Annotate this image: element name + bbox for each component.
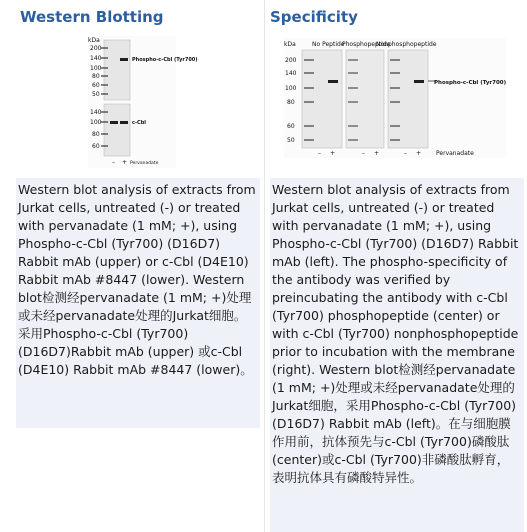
marker-60: 60 — [287, 123, 295, 130]
ccbl-band-plus — [120, 121, 128, 124]
marker-100: 100 — [285, 85, 297, 92]
marker-100: 100 — [90, 65, 102, 72]
western-blot-figure — [88, 36, 198, 168]
marker-60: 60 — [92, 143, 100, 150]
marker-60: 60 — [92, 82, 100, 89]
specificity-caption: Western blot analysis of extracts from Jurkat cells, untreated (-) or treated with pervanadate (1 mM; +), using Phospho-c-Cbl (Tyr700) (D16D7) Rabbit mAb (left). The phospho-specificity of the antibody was verified by preincubating the antibody with c-Cbl (Tyr700) phosphopeptide (center) or with c-Cbl (Tyr700) nonphosphopeptide prior to incubation with the membrane (right). Western blot检测经pervanadate (1 mM; +)处理或未经pervanadate处理的Jurkat细胞，采用Phospho-c-Cbl (Tyr700) (D16D7) Rabbit mAb (left)。在与细胞膜作用前，抗体预先与c-Cbl (Tyr700)磷酸肽(center)或c-Cbl (Tyr700)非磷酸肽孵育，表明抗体具有磷酸特异性。 — [270, 178, 524, 532]
treatment-label: Pervanadate — [130, 161, 159, 166]
marker-200: 200 — [285, 57, 297, 64]
upper-band-label: Phospho-c-Cbl (Tyr700) — [132, 57, 198, 63]
lane-minus: – — [318, 150, 321, 157]
marker-100: 100 — [90, 119, 102, 126]
marker-80: 80 — [287, 99, 295, 106]
marker-50: 50 — [287, 137, 295, 144]
lane-minus: – — [404, 150, 407, 157]
membrane-no-peptide — [302, 50, 342, 148]
panel-title-no-peptide: No Peptide — [312, 41, 345, 48]
phospho-band-nonphosphopeptide — [414, 80, 424, 83]
panel-title-nonphosphopeptide: Nonphosphopeptide — [376, 41, 437, 48]
marker-140: 140 — [285, 70, 297, 77]
lane-minus: – — [112, 159, 115, 166]
marker-140: 140 — [90, 55, 102, 62]
western-blotting-caption: Western blot analysis of extracts from Jurkat cells, untreated (-) or treated with pervanadate (1 mM; +), using Phospho-c-Cbl (Tyr700) (D16D7) Rabbit mAb (upper) or c-Cbl (D4E10) Rabbit mAb #8447 (lower). Western blot检测经pervanadate (1 mM; +)处理或未经pervanadate处理的Jurkat细胞。采用Phospho-c-Cbl (Tyr700) (D16D7)Rabbit mAb (upper) 或c-Cbl (D4E10) Rabbit mAb #8447 (lower)。 — [16, 178, 260, 428]
upper-blot-membrane — [104, 40, 130, 100]
panel-title-phosphopeptide: Phosphopeptide — [342, 41, 391, 48]
marker-50: 50 — [92, 91, 100, 98]
phospho-band — [120, 58, 128, 61]
lane-plus: + — [416, 150, 422, 157]
lower-band-label: c-Cbl — [132, 120, 147, 126]
kda-label: kDa — [284, 41, 296, 48]
western-blotting-heading: Western Blotting — [20, 8, 164, 26]
specificity-heading: Specificity — [270, 8, 358, 26]
marker-200: 200 — [90, 45, 102, 52]
lane-minus: – — [362, 150, 365, 157]
lane-plus: + — [374, 150, 380, 157]
specificity-panel — [266, 0, 527, 532]
band-label: Phospho-c-Cbl (Tyr700) — [434, 80, 507, 86]
membrane-phosphopeptide — [346, 50, 384, 148]
specificity-figure — [284, 38, 506, 158]
membrane-nonphosphopeptide — [388, 50, 428, 148]
phospho-band-no-peptide — [328, 80, 338, 83]
treatment-label: Pervanadate — [436, 150, 474, 157]
lane-plus: + — [122, 159, 128, 166]
kda-label: kDa — [88, 37, 100, 44]
marker-80: 80 — [92, 73, 100, 80]
ccbl-band-minus — [110, 121, 118, 124]
marker-140: 140 — [90, 109, 102, 116]
marker-80: 80 — [92, 131, 100, 138]
lane-plus: + — [330, 150, 336, 157]
